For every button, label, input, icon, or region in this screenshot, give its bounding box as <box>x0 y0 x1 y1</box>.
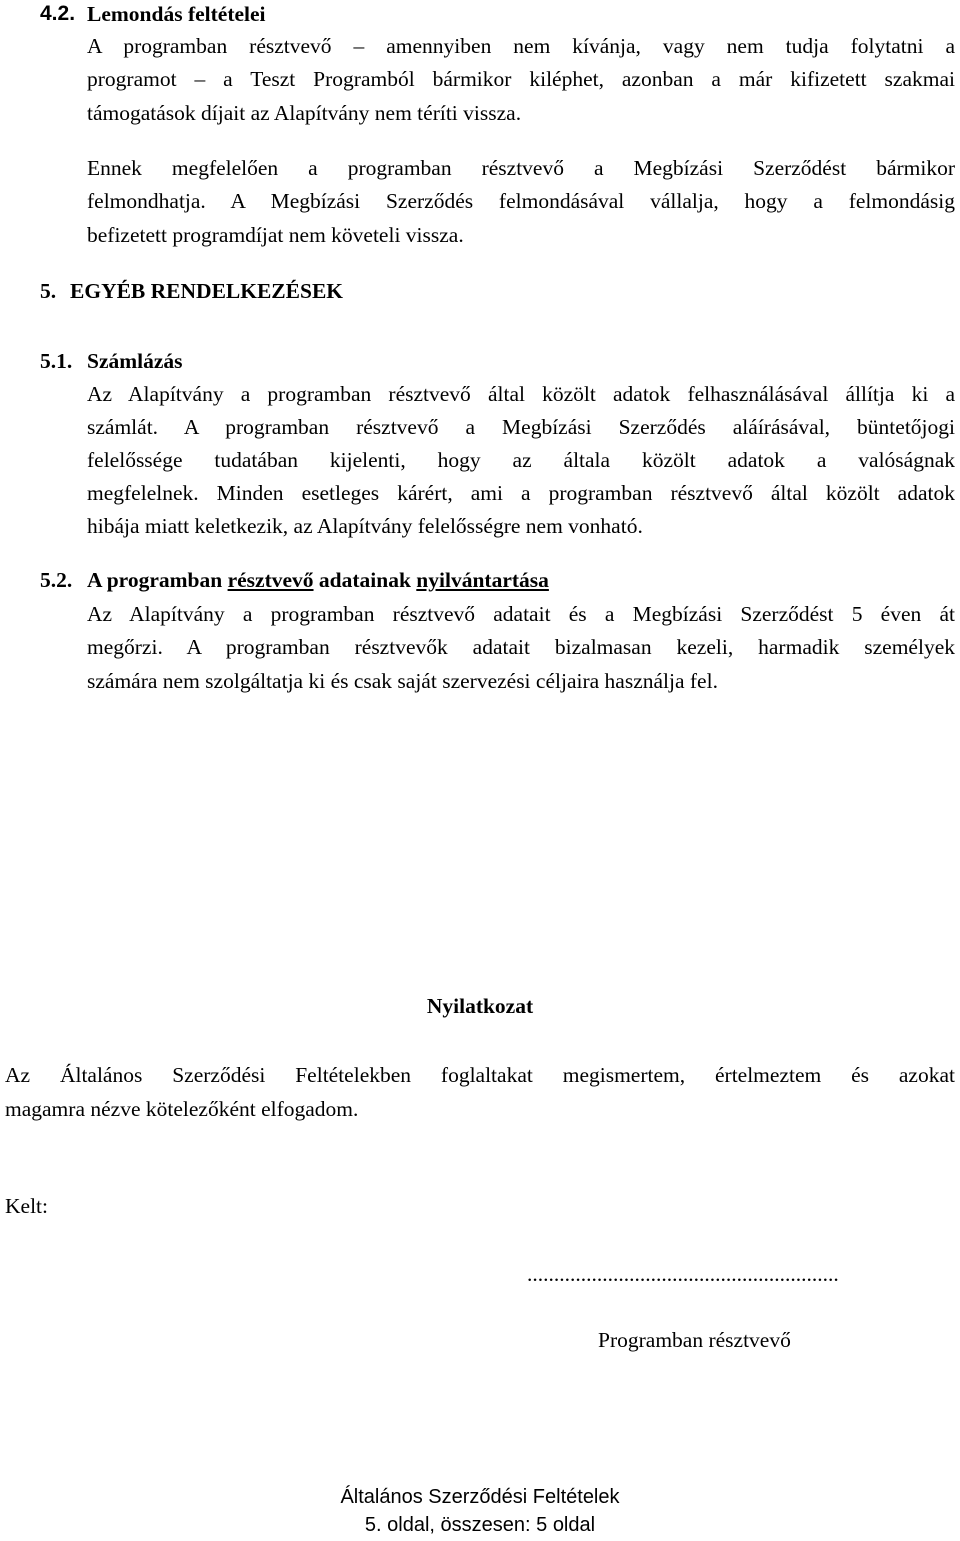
text-line: Az Alapítvány a programban résztvevő által közölt adatok felhasználásával állítja ki a <box>87 382 955 406</box>
section-number: 5.2. <box>40 568 73 592</box>
section-title: Lemondás feltételei <box>87 2 266 26</box>
section-title: EGYÉB RENDELKEZÉSEK <box>70 279 344 303</box>
text-line: támogatások díjait az Alapítvány nem téríti vissza. <box>87 101 522 125</box>
title-word: nyilvántartása <box>416 568 549 592</box>
text-line: megfelelnek. Minden esetleges kárért, ami a programban résztvevő által közölt adatok <box>87 481 955 505</box>
text-line: számára nem szolgáltatja ki és csak saját szervezési céljaira használja fel. <box>87 669 718 693</box>
section-title: Számlázás <box>87 349 183 373</box>
text-line: befizetett programdíjat nem követeli vissza. <box>87 223 464 247</box>
declaration-title: Nyilatkozat <box>426 994 534 1018</box>
footer-title: Általános Szerződési Feltételek <box>340 1486 620 1508</box>
section-number: 4.2. <box>40 2 76 25</box>
text-line: hibája miatt keletkezik, az Alapítvány felelősségre nem vonható. <box>87 514 643 538</box>
section-title <box>87 568 549 593</box>
section-number: 5. <box>40 279 57 303</box>
text-line: felelőssége tudatában kijelenti, hogy az általa közölt adatok a valóságnak <box>87 448 955 472</box>
text-line: megőrzi. A programban résztvevők adatait bizalmasan kezeli, harmadik személyek <box>87 635 955 659</box>
title-word: A <box>87 568 102 592</box>
paragraph <box>87 598 955 664</box>
paragraph <box>87 30 955 96</box>
title-word: adatainak <box>318 568 411 592</box>
text-line: Az Általános Szerződési Feltételekben foglaltakat megismertem, értelmeztem és azokat <box>5 1063 955 1087</box>
paragraph <box>87 378 955 510</box>
paragraph <box>87 152 955 218</box>
signature-label: Programban résztvevő <box>598 1328 791 1352</box>
signature-line: .......................................................... <box>527 1262 839 1286</box>
title-word: résztvevő <box>227 568 314 592</box>
text-line: programot – a Teszt Programból bármikor kiléphet, azonban a már kifizetett szakmai <box>87 67 955 91</box>
text-line: felmondhatja. A Megbízási Szerződés felmondásával vállalja, hogy a felmondásig <box>87 189 955 213</box>
text-line: A programban résztvevő – amennyiben nem kívánja, vagy nem tudja folytatni a <box>87 34 955 58</box>
title-word: programban <box>106 568 223 592</box>
text-line: magamra nézve kötelezőként elfogadom. <box>5 1097 359 1121</box>
declaration-text <box>5 1059 955 1092</box>
section-number: 5.1. <box>40 349 73 373</box>
text-line: számlát. A programban résztvevő a Megbízási Szerződés aláírásával, büntetőjogi <box>87 415 955 439</box>
text-line: Ennek megfelelően a programban résztvevő a Megbízási Szerződést bármikor <box>87 156 955 180</box>
text-line: Az Alapítvány a programban résztvevő adatait és a Megbízási Szerződést 5 éven át <box>87 602 955 626</box>
date-label: Kelt: <box>5 1194 48 1218</box>
footer-page-number: 5. oldal, összesen: 5 oldal <box>364 1514 596 1536</box>
